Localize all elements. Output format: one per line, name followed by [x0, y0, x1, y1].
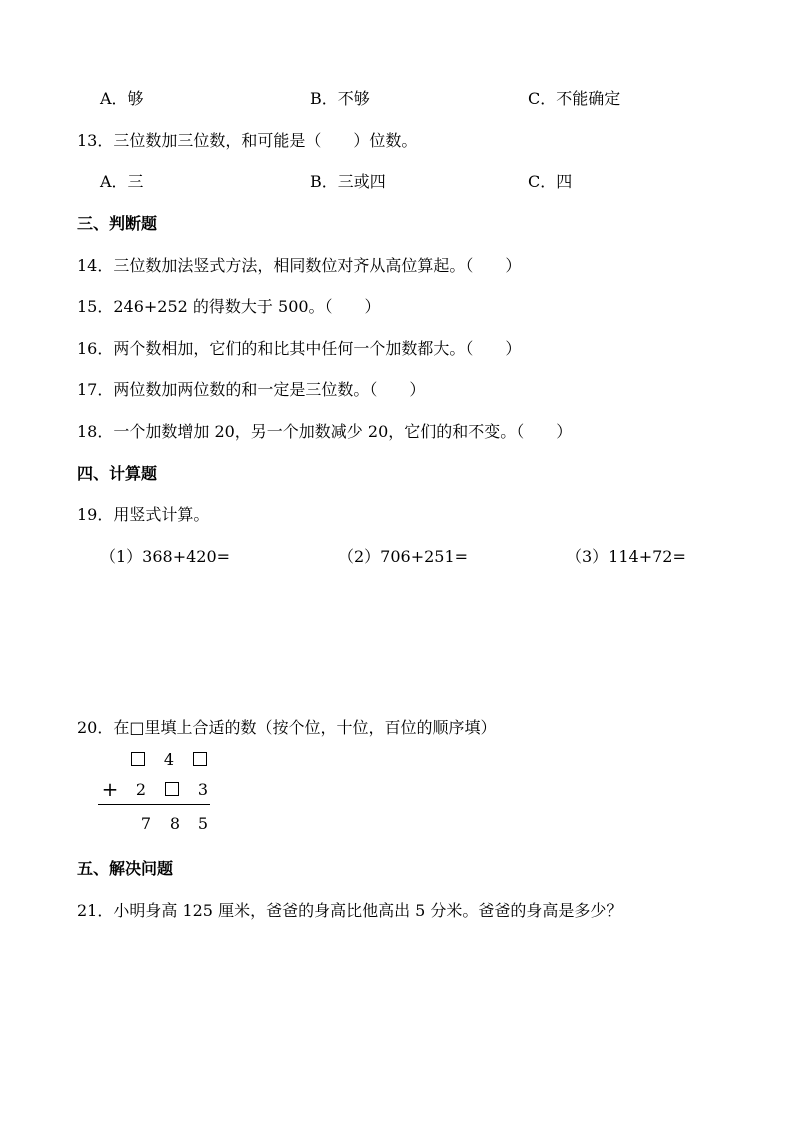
q21-question: 21．小明身高 125 厘米，爸爸的身高比他高出 5 分米。爸爸的身高是多少？	[77, 901, 623, 920]
sum-row	[98, 814, 218, 838]
sum-line	[98, 804, 210, 805]
q19-question: 19．用竖式计算。	[77, 505, 210, 524]
q20-question: 20．在□里填上合适的数（按个位，十位，百位的顺序填）	[77, 718, 497, 737]
vertical-addition	[98, 746, 218, 842]
q12-option-b: B．不够	[310, 89, 370, 108]
q13-option-b: B．三或四	[310, 172, 386, 191]
q18-question: 18．一个加数增加 20，另一个加数减少 20，它们的和不变。（ ）	[77, 422, 573, 441]
plus-sign: +	[101, 777, 119, 801]
q13-question: 13．三位数加三位数，和可能是（ ）位数。	[77, 131, 418, 150]
q12-option-c: C．不能确定	[528, 89, 621, 108]
digit-tens: 4	[163, 750, 175, 769]
q14-question: 14．三位数加法竖式方法，相同数位对齐从高位算起。（ ）	[77, 256, 522, 275]
sum-digit-tens: 8	[169, 814, 181, 833]
blank-box-ones[interactable]	[190, 750, 210, 769]
q13-option-a: A．三	[100, 172, 144, 191]
addend-row-1	[98, 750, 218, 774]
q12-option-a: A．够	[100, 89, 144, 108]
sum-digit-ones: 5	[197, 814, 209, 833]
digit-ones: 3	[197, 780, 209, 799]
blank-box-tens[interactable]	[162, 780, 182, 799]
q19-part-3: （3）114+72=	[566, 547, 686, 566]
q15-question: 15．246+252 的得数大于 500。（ ）	[77, 297, 381, 316]
q13-option-c: C．四	[528, 172, 573, 191]
q19-part-1: （1）368+420=	[100, 547, 231, 566]
q19-part-2: （2）706+251=	[338, 547, 469, 566]
q17-question: 17．两位数加两位数的和一定是三位数。（ ）	[77, 380, 426, 399]
section-5-title: 五、解决问题	[77, 859, 174, 878]
addend-row-2	[98, 777, 218, 804]
digit-hundreds: 2	[135, 780, 147, 799]
section-3-title: 三、判断题	[77, 214, 158, 233]
blank-box-hundreds[interactable]	[128, 750, 148, 769]
section-4-title: 四、计算题	[77, 464, 158, 483]
q16-question: 16．两个数相加，它们的和比其中任何一个加数都大。（ ）	[77, 339, 522, 358]
sum-digit-hundreds: 7	[140, 814, 152, 833]
